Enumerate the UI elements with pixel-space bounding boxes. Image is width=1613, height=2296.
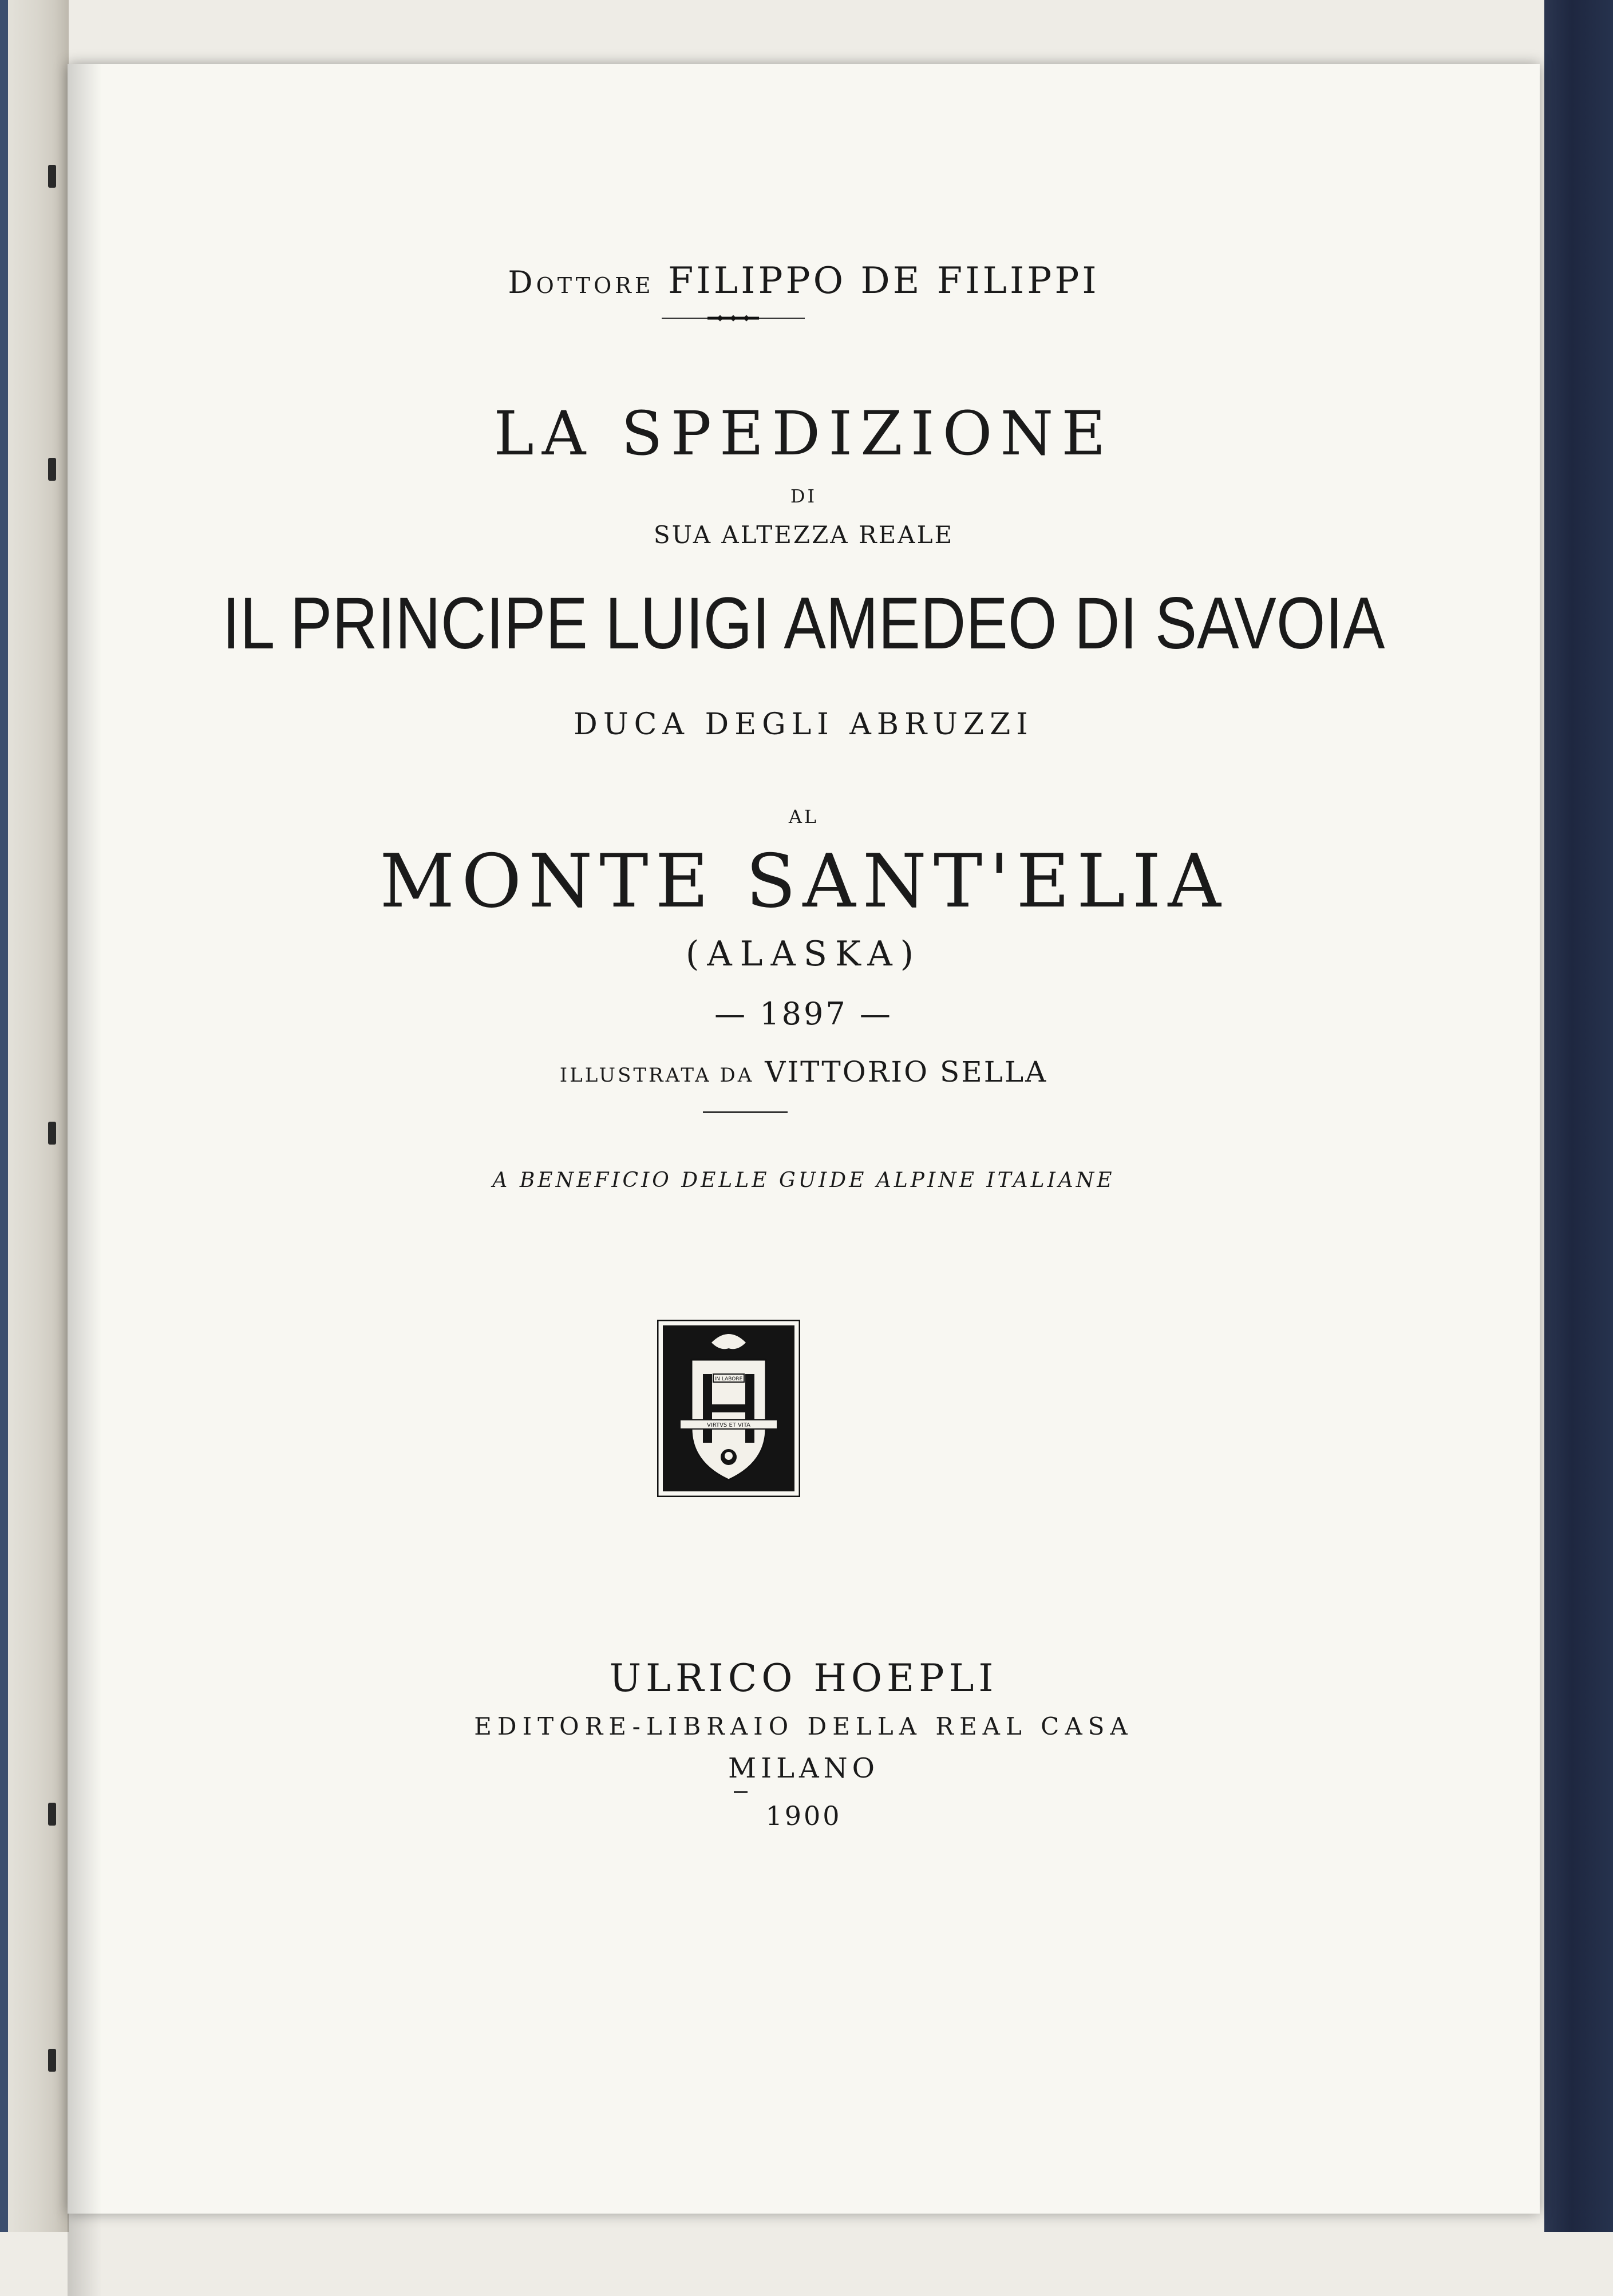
publication-year: 1900 [765,1800,842,1831]
illustrator-name: VITTORIO SELLA [765,1055,1048,1088]
publisher-emblem [657,1320,800,1497]
stitch-mark [48,165,56,188]
emblem-motto-top: IN LABORE [714,1376,743,1382]
region-name: (ALASKA) [685,934,922,974]
connector-di: DI [790,485,817,507]
author-prefix: Dottore [508,264,654,300]
stitch-mark [48,458,56,481]
mountain-name: MONTE SANT'ELIA [379,839,1228,924]
publisher-name: ULRICO HOEPLI [609,1656,998,1700]
title-page [68,64,1540,2214]
stitch-mark [48,1803,56,1826]
illustrated-prefix: ILLUSTRATA DA [559,1064,754,1087]
binding-cloth-edge [0,0,8,2232]
connector-al: AL [788,806,819,828]
publisher-role: EDITORE-LIBRAIO DELLA REAL CASA [474,1712,1133,1740]
title-page-content [68,64,1540,2214]
city-dash [734,1791,748,1793]
book-binding-left [0,0,69,2232]
stitch-mark [48,2049,56,2072]
book-title: LA SPEDIZIONE [493,398,1114,469]
publication-city: MILANO [728,1752,879,1784]
stitch-mark [48,1122,56,1145]
author-line [68,260,1540,302]
prince-name: IL PRINCIPE LUIGI AMEDEO DI SAVOIA [222,583,1385,664]
illustrator-line [68,1055,1540,1088]
highness-line: SUA ALTEZZA REALE [653,521,954,549]
ornament-rule [662,315,805,322]
benefit-line: A BENEFICIO DELLE GUIDE ALPINE ITALIANE [492,1169,1115,1192]
duke-title: DUCA DEGLI ABRUZZI [574,707,1034,742]
emblem-motto-bottom: VIRTVS ET VITA [706,1422,751,1428]
author-name: FILIPPO DE FILIPPI [668,260,1100,302]
divider-rule [703,1111,788,1113]
book-cover-right [1544,0,1613,2232]
expedition-year: — 1897 — [714,996,893,1032]
